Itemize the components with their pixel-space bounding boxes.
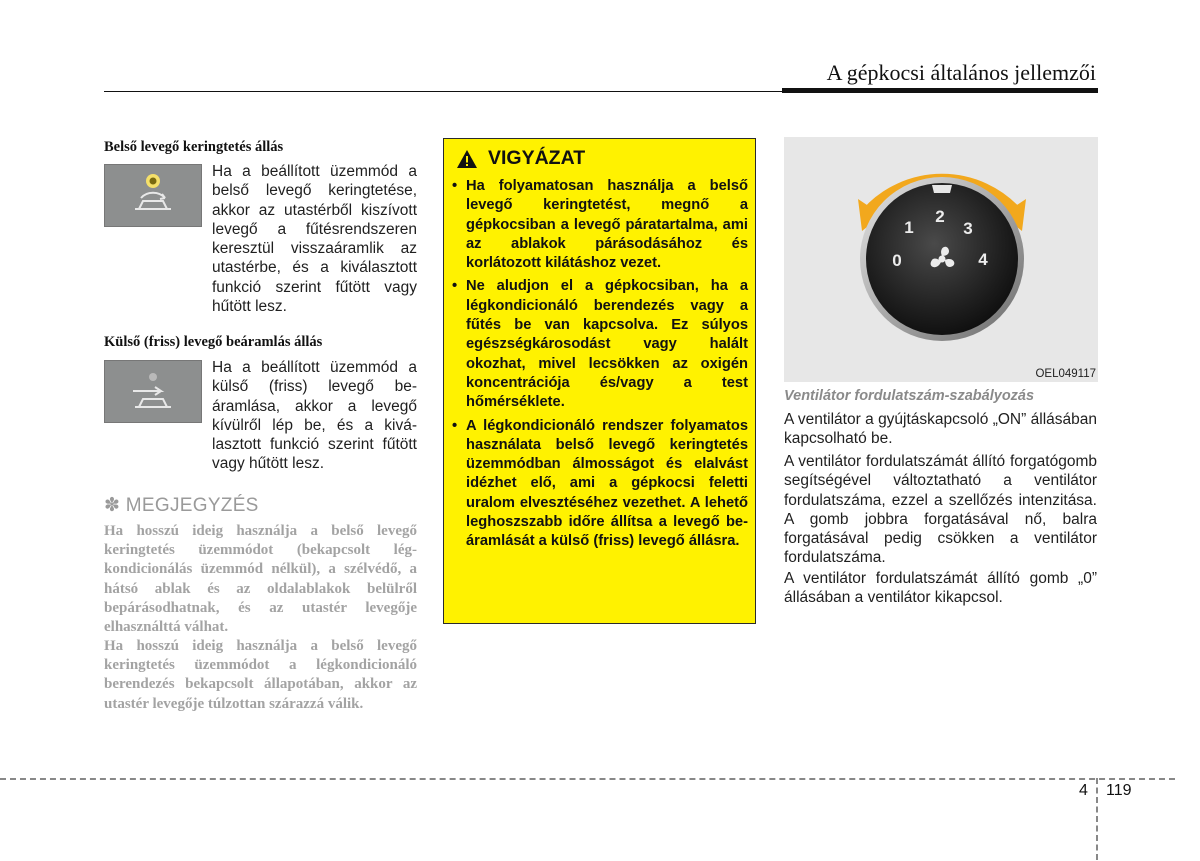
- recirc-text: Ha a beállított üzemmód a belső levegő keringtetése, akkor az utastérből kiszívott levegő a fűtésrendszeren keresztül visszaáramlik az utastérbe, és a kiválasztott funkció szerint fűtött vagy hűtött lesz.: [212, 163, 417, 316]
- fresh-text: Ha a beállított üzemmód a külső (friss) levegő beáramlása, akkor a levegő kívülről lép be, és a kiválasztott funkció szerint fűtött vagy hűtött lesz.: [212, 359, 417, 473]
- fresh-air-icon: [104, 360, 202, 423]
- page-header-title: A gépkocsi általános jellemzői: [826, 60, 1096, 85]
- recirculation-icon: [104, 164, 202, 227]
- footer-dashed-divider: [1096, 778, 1098, 860]
- warning-item: • Ne aludjon el a gépkocsiban, ha a légkondicionáló berendezés vagy a fűtés be van kapcsolva. Ez súlyos egészségkárosodást vagy halált okozhat, mivel lecsökken az oxigén koncentrációja és/vagy a test hőmérséklete.: [452, 277, 748, 412]
- note-title: ✽ MEGJEGYZÉS: [104, 495, 259, 516]
- fan-paragraph-3: A ventilátor fordulatszámát állító gomb „0” állásában a ventilátor kikapcsol.: [784, 570, 1097, 607]
- knob-label-3: 3: [963, 219, 973, 238]
- warning-item: • Ha folyamatosan használja a belső levegő keringtetést, megnő a gépkocsiban a levegő páratartalma, ami az ablakok párásodásához és korlátozott kilátáshoz vezet.: [452, 177, 748, 273]
- footer-dashed-rule: [0, 778, 1175, 780]
- fan-paragraph-2: A ventilátor fordulatszámát állító forgatógomb segítségével változtatható a ventilátor fordulatszáma, ezzel a szellőzés intenzitása. A gomb jobbra forgatásával nő, balra forgatásával pedig csökken a ventilátor fordulatszáma.: [784, 453, 1097, 567]
- fan-knob-photo: [784, 137, 1098, 382]
- warning-title-text: VIGYÁZAT: [488, 147, 586, 169]
- note-paragraph-2: Ha hosszú ideig használja a belső levegő keringtetés üzemmódot a légkondicionáló berendezés bekapcsolt állapotában, akkor az utastér levegője túlzottan szárazzá válik.: [104, 638, 417, 712]
- knob-label-1: 1: [904, 218, 914, 237]
- fan-paragraph-1: A ventilátor a gyújtáskapcsoló „ON” állásában kapcsolható be.: [784, 411, 1097, 448]
- note-paragraph-1: Ha hosszú ideig használja a belső levegő keringtetés üzemmódot (bekapcsolt légkondicionálás üzemmód nélkül), a szélvédő, a hátsó ablak és az oldalablakok belülről bepárásodhatnak, és az utastér levegője elhasználttá válhat.: [104, 523, 417, 636]
- page-number: 119: [1106, 782, 1132, 799]
- fresh-heading: Külső (friss) levegő beáramlás állás: [104, 334, 323, 350]
- recirc-heading: Belső levegő keringtetés állás: [104, 139, 284, 155]
- figure-caption: Ventilátor fordulatszám-szabályozás: [784, 388, 1035, 404]
- knob-label-2: 2: [935, 207, 945, 226]
- warning-title: [456, 147, 585, 170]
- knob-label-0: 0: [892, 251, 902, 270]
- warning-list: [452, 177, 748, 556]
- warning-triangle-icon: [456, 149, 478, 169]
- header-rule: [104, 91, 784, 92]
- knob-label-4: 4: [978, 250, 988, 269]
- warning-box: [443, 138, 756, 624]
- header-rule-thick: [782, 88, 1098, 93]
- figure-code: OEL049117: [1035, 368, 1096, 380]
- warning-item: • A légkondicionáló rendszer folyamatos használata belső levegő keringtetés üzemmódban álmosságot és elalvást idézhet elő, ami a gépkocsi feletti uralom elvesztéséhez vezethet. A lehető leghoszszabb időre állítsa a levegő beáramlását a külső (friss) levegő állásra.: [452, 417, 748, 552]
- chapter-number: 4: [1079, 782, 1088, 799]
